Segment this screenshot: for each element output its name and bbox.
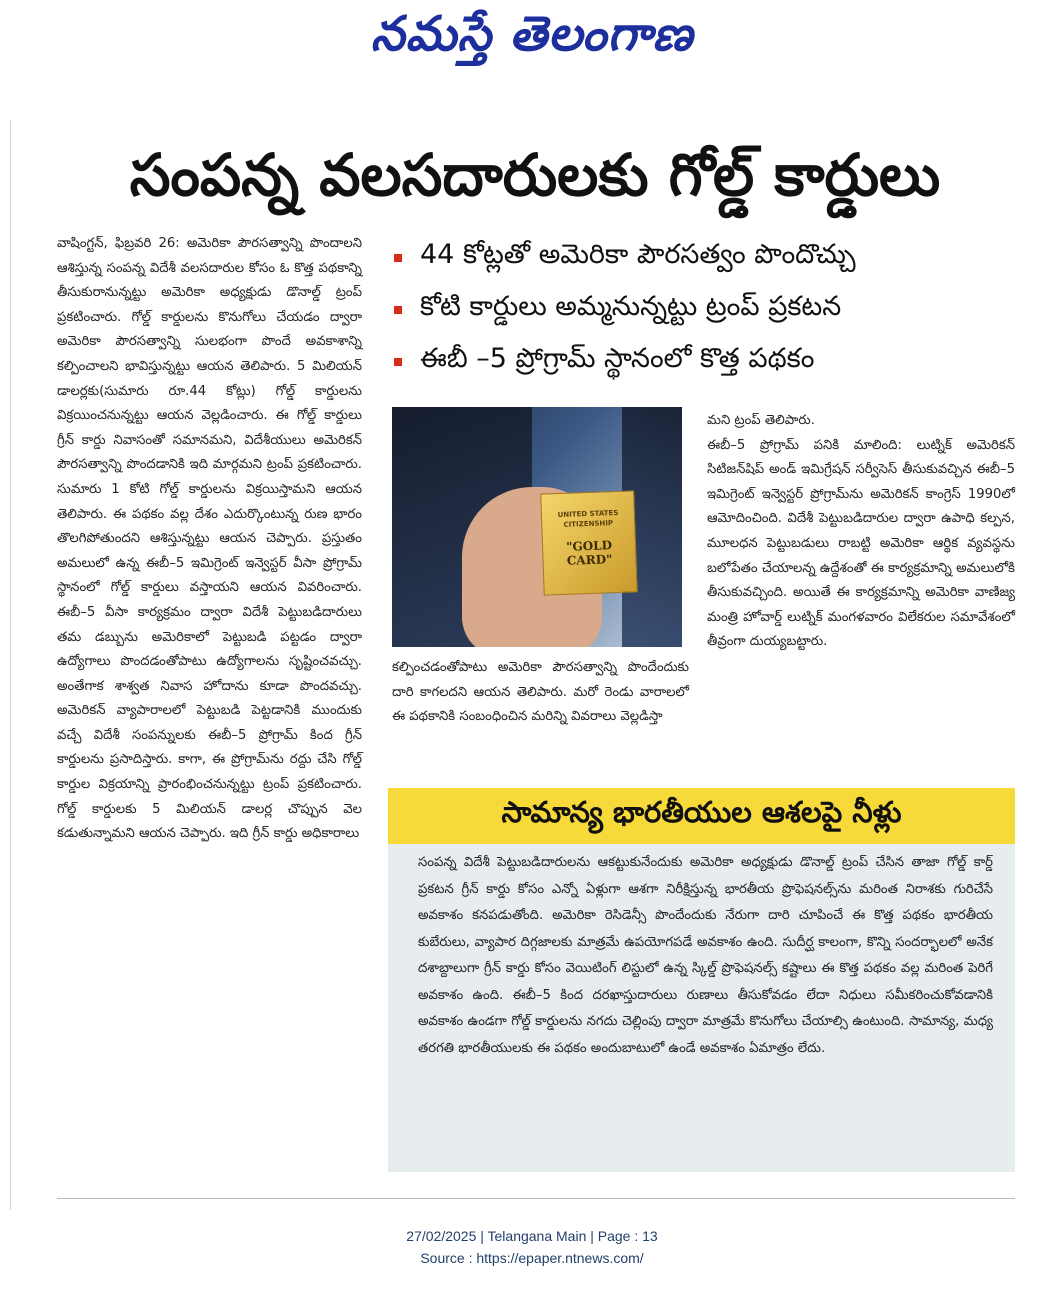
- sidebar-paragraph: సంపన్న విదేశీ పెట్టుబడిదారులను ఆకట్టుకునేందుకు అమెరికా అధ్యక్షుడు డొనాల్డ్ ట్రంప్ చేసిన తాజా గోల్డ్ కార్డ్ ప్రకటన గ్రీన్ కార్డు కోసం ఎన్నో ఏళ్లుగా ఆశగా నిరీక్షిస్తున్న భారతీయ ప్రొఫెషనల్స్‌ను మరింత నిరాశకు గురిచేసే అవకాశం కనపడుతోంది. అమెరికా రెసిడెన్సీ పొందేందుకు నేరుగా దారి చూపించే ఈ కొత్త పథకం భారతీయ కుబేరులు, వ్యాపార దిగ్గజాలకు మాత్రమే ఉపయోగపడే అవకాశం ఉంది. సుదీర్ఘ కాలంగా, కొన్ని సందర్భాలలో అనేక దశాబ్దాలుగా గ్రీన్ కార్డు కోసం వెయిటింగ్ లిస్టులో ఉన్న స్కిల్డ్ ప్రొఫెషనల్స్ కష్టాలు ఈ కొత్త పథకం వల్ల మరింత పెరిగే అవకాశం ఉంది. ఈబీ–5 కింద దరఖాస్తుదారులు రుణాలు తీసుకోవడం లేదా నిధులు సమీకరించుకోవడానికి అవకాశం ఉండగా గోల్డ్ కార్డులను నగదు చెల్లింపు ద్వారా మాత్రమే కొనుగోలు చేయాల్సి ఉంటుంది. సామాన్య, మధ్య తరగతి భారతీయులకు ఈ పథకం అందుబాటులో ఉండే అవకాశం ఏమాత్రం లేదు.: [418, 855, 993, 1056]
- masthead-title: నమస్తే తెలంగాణ: [370, 6, 694, 62]
- masthead: [0, 0, 1064, 82]
- sidebar-box-body: [388, 844, 1015, 1172]
- article-column-right: [707, 409, 1015, 655]
- article-column-left: [57, 232, 362, 847]
- article-paragraph: మని ట్రంప్ తెలిపారు.: [707, 413, 815, 428]
- gold-card: [540, 490, 638, 595]
- article-paragraph: కల్పించడంతోపాటు అమెరికా పౌరసత్వాన్ని పొందేందుకు దారి కాగలదని ఆయన తెలిపారు. మరో రెండు వారాలలో ఈ పథకానికి సంబంధించిన మరిన్ని వివరాలు వెల్లడిస్తా: [392, 660, 689, 725]
- bullet-item: కోటి కార్డులు అమ్మనున్నట్టు ట్రంప్ ప్రకటన: [388, 284, 1028, 336]
- footer-divider: [57, 1198, 1015, 1199]
- bullet-item: 44 కోట్లతో అమెరికా పౌరసత్వం పొందొచ్చు: [388, 232, 1028, 284]
- gold-card-photo: [392, 407, 682, 647]
- highlight-bullets: [388, 232, 1028, 388]
- bullet-square-icon: [394, 306, 402, 314]
- bullet-square-icon: [394, 254, 402, 262]
- sidebar-box-header: [388, 788, 1015, 844]
- article-headline: సంపన్న వలసదారులకు గోల్డ్ కార్డులు: [129, 141, 941, 209]
- bullet-item: ఈబీ –5 ప్రోగ్రామ్ స్థానంలో కొత్త పథకం: [388, 336, 1028, 388]
- footer-edition-info: 27/02/2025 | Telangana Main | Page : 13: [406, 1228, 658, 1244]
- footer: [0, 1225, 1064, 1269]
- bullet-square-icon: [394, 358, 402, 366]
- sidebar-title: సామాన్య భారతీయుల ఆశలపై నీళ్లు: [501, 795, 902, 829]
- footer-source: Source : https://epaper.ntnews.com/: [420, 1250, 644, 1266]
- gold-card-title: "GOLD CARD": [565, 538, 613, 568]
- article-paragraph: వాషింగ్టన్, ఫిబ్రవరి 26: అమెరికా పౌరసత్వాన్ని పొందాలని ఆశిస్తున్న సంపన్న విదేశీ వలసదారుల కోసం ఓ కొత్త పథకాన్ని తీసుకురానున్నట్టు అమెరికా అధ్యక్షుడు డొనాల్డ్ ట్రంప్ ప్రకటించారు. గోల్డ్ కార్డులను కొనుగోలు చేయడం ద్వారా అమెరికా పౌరసత్వాన్ని సులభంగా పొందే అవకాశాన్ని కల్పించాలని భావిస్తున్నట్టు ఆయన తెలిపారు. 5 మిలియన్ డాలర్లకు(సుమారు రూ.44 కోట్లు) గోల్డ్ కార్డులను విక్రయించనున్నట్టు ఆయన వెల్లడించారు. ఈ గోల్డ్ కార్డులు గ్రీన్ కార్డు నివాసంతో సమానమని, విదేశీయులు అమెరికన్ పౌరసత్వాన్ని పొందడానికి ఇది మార్గమని ట్రంప్ ప్రకటించారు. సుమారు 1 కోటి గోల్డ్ కార్డులను విక్రయిస్తామని ఆయన తెలిపారు. ఈ పథకం వల్ల దేశం ఎదుర్కొంటున్న రుణ భారం తొలగిపోతుందని ఆశిస్తున్నట్టు ఆయన చెప్పారు. ప్రస్తుతం అమలులో ఉన్న ఈబీ–5 ఇమిగ్రెంట్ ఇన్వెస్టర్ వీసా ప్రోగ్రామ్ స్థానంలో గోల్డ్ కార్డులు వస్తాయని ఆయన వివరించారు. ఈబీ–5 వీసా కార్యక్రమం ద్వారా విదేశీ పెట్టుబడిదారులు తమ డబ్బును అమెరికాలో పెట్టుబడి పట్టడం ద్వారా ఉద్యోగాలు పొందడంతోపాటు ఉద్యోగాలను సృష్టించవచ్చు. అంతేగాక శాశ్వత నివాస హోదాను కూడా పొందవచ్చు. అమెరికన్ వ్యాపారాలలో పెట్టుబడి పెట్టడానికి ముందుకు వచ్చే విదేశీ సంపన్నులకు ఈబీ–5 ప్రోగ్రామ్ కింద గ్రీన్ కార్డులను ప్రసాదిస్తారు. కాగా, ఈ ప్రోగ్రామ్‌ను రద్దు చేసి గోల్డ్ కార్డుల విక్రయాన్ని ప్రారంభించనున్నట్టు ట్రంప్ ప్రకటించారు. గోల్డ్ కార్డులకు 5 మిలియన్ డాలర్ల చొప్పున వెల కడుతున్నామని ఆయన చెప్పారు. ఇది గ్రీన్ కార్డు అధికారాలు: [57, 236, 362, 842]
- article-paragraph: ఈబీ–5 ప్రోగ్రామ్ పనికి మాలింది: లుట్నిక్ అమెరికన్ సిటిజన్‌షిప్ అండ్ ఇమిగ్రేషన్ సర్వీసెస్ తీసుకువచ్చిన ఈబీ–5 ఇమిగ్రెంట్ ఇన్వెస్టర్ ప్రోగ్రామ్‌ను అమెరికన్ కాంగ్రెస్ 1990లో ఆమోదించింది. విదేశీ పెట్టుబడిదారుల ద్వారా ఉపాధి కల్పన, మూలధన పెట్టుబడులు రాబట్టి అమెరికా ఆర్థిక వ్యవస్థను బలోపేతం చేయాలన్న ఉద్దేశంతో ఈ కార్యక్రమాన్ని అమలులోకి తీసుకువచ్చింది. అయితే ఈ కార్యక్రమాన్ని అమెరికా వాణిజ్య మంత్రి హోవార్డ్ లుట్నిక్ మంగళవారం విలేకరుల సమావేశంలో తీవ్రంగా దుయ్యబట్టారు.: [707, 437, 1015, 650]
- page-edge-line: [10, 120, 11, 1210]
- article-column-middle: [392, 656, 689, 730]
- gold-card-caption: UNITED STATES CITIZENSHIP: [557, 508, 619, 529]
